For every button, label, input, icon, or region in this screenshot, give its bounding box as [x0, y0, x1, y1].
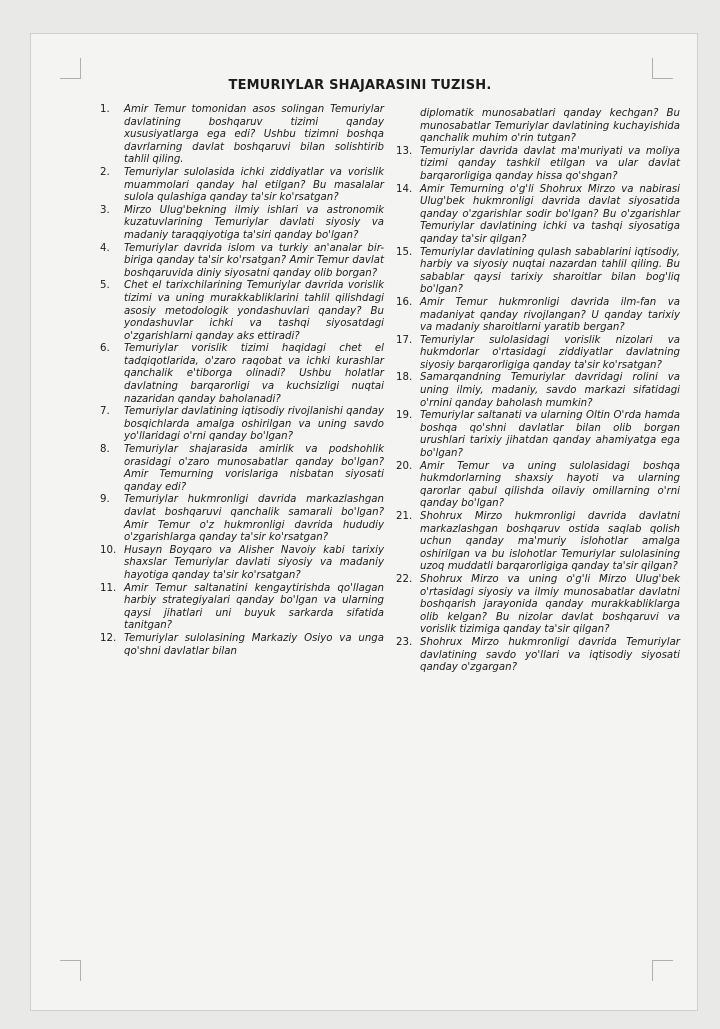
question-item [100, 104, 384, 167]
question-text: Temuriylar davrida davlat ma'muriyati va moliya tizimi qanday tashkil etilgan va ular davlat barqarorligiga qanday hissa qo'shgan? [420, 145, 680, 182]
question-text: Temuriylar saltanati va ularning Oltin O'rda hamda boshqa qo'shni davlatlar bilan olib borgan urushlari tarixiy jihatdan qanday ahamiyatga ega bo'lgan? [420, 410, 680, 460]
question-text: Temuriylar sulolasining Markaziy Osiyo va unga qo'shni davlatlar bilan [124, 632, 384, 657]
question-text: Shohrux Mirzo hukmronligi davrida Temuriylar davlatining savdo yo'llari va iqtisodiy siyosati qanday o'zgargan? [420, 636, 680, 674]
crop-mark-top-left [60, 58, 81, 79]
question-number: 15. [396, 246, 413, 258]
crop-mark-bottom-left [60, 960, 81, 981]
question-item [100, 494, 384, 544]
question-number: 21. [396, 511, 413, 522]
crop-mark-bottom-right [652, 960, 673, 981]
question-number: 13. [396, 145, 413, 157]
question-text: Temuriylar davlatining iqtisodiy rivojlanishi qanday bosqichlarda amalga oshirilgan va uning savdo yo'llaridagi o'rni qanday bo'lgan? [124, 406, 384, 443]
question-item [100, 632, 384, 658]
question-text: Temuriylar davrida islom va turkiy an'analar bir-biriga qanday ta'sir ko'rsatgan? Amir Temur davlat boshqaruvida diniy siyosatni qanday olib borgan? [124, 242, 384, 279]
question-item [396, 296, 680, 335]
question-text: Mirzo Ulug'bekning ilmiy ishlari va astronomik kuzatuvlarining Temuriylar davlati siyosiy va madaniy taraqqiyotiga ta'siri qanday bo'lgan? [124, 204, 384, 241]
question-number: 17. [396, 334, 413, 346]
question-number: 11. [100, 582, 117, 594]
question-text: Temuriylar shajarasida amirlik va podshohlik orasidagi o'zaro munosabatlar qanday bo'lgan? Amir Temurning vorislariga nisbatan siyosati qanday edi? [124, 444, 384, 493]
question-number: 23. [396, 636, 413, 648]
question-number: 19. [396, 410, 413, 422]
right-column [396, 108, 680, 675]
question-text: diplomatik munosabatlari qanday kechgan? Bu munosabatlar Temuriylar davlatining kuchayishida qanchalik muhim o'rin tutgan? [420, 108, 680, 145]
question-number: 1. [100, 104, 110, 115]
question-text: Shohrux Mirzo va uning o'g'li Mirzo Ulug'bek o'rtasidagi siyosiy va ilmiy munosabatlar davlatni boshqarish jarayonida qanday murakkabliklarga olib kelgan? Bu nizolar davlat boshqaruvi va vorislik tizimiga qanday ta'sir qilgan? [420, 573, 680, 636]
question-text: Amir Temur hukmronligi davrida ilm-fan va madaniyat qanday rivojlangan? U qanday tarixiy va madaniy sharoitlarni yaratib bergan? [420, 296, 680, 334]
question-number: 6. [100, 343, 110, 355]
question-item [100, 582, 384, 633]
question-item [396, 460, 680, 511]
question-item [100, 544, 384, 583]
question-item [396, 334, 680, 373]
question-number: 5. [100, 280, 110, 292]
question-item [396, 410, 680, 460]
question-item [100, 343, 384, 406]
question-continuation [400, 108, 680, 146]
question-text: Amir Temurning o'g'li Shohrux Mirzo va nabirasi Ulug'bek hukmronligi davrida davlat siyosatida qanday o'zgarishlar sodir bo'lgan? Bu o'zgarishlar Temuriylar davlatining ichki va tashqi siyosatiga qanday ta'sir qilgan? [420, 183, 680, 245]
question-number: 18. [396, 372, 413, 384]
question-item [396, 511, 680, 574]
question-number: 8. [100, 444, 110, 456]
question-item [100, 406, 384, 444]
question-item [396, 183, 680, 247]
question-number: 16. [396, 296, 413, 308]
question-number: 2. [100, 166, 110, 178]
question-item [396, 636, 680, 675]
question-text: Temuriylar hukmronligi davrida markazlashgan davlat boshqaruvi qanchalik samarali bo'lgan? Amir Temur o'z hukmronligi davrida hududiy o'zgarishlarga qanday ta'sir ko'rsatgan? [124, 494, 384, 544]
question-text: Amir Temur va uning sulolasidagi boshqa hukmdorlarning shaxsiy hayoti va ularning qarorlar qabul qilishda oilaviy omillarning o'rni qanday bo'lgan? [420, 460, 680, 510]
question-text: Temuriylar davlatining qulash sabablarini iqtisodiy, harbiy va siyosiy nuqtai nazardan tahlil qiling. Bu sabablar qaysi tarixiy sharoitlar bilan bog'liq bo'lgan? [420, 246, 680, 296]
question-number: 12. [100, 632, 117, 644]
crop-mark-top-right [652, 58, 673, 79]
page-title: TEMURIYLAR SHAJARASINI TUZISH. [228, 78, 492, 93]
question-number: 22. [396, 573, 413, 585]
question-item [396, 372, 680, 410]
question-number: 14. [396, 183, 413, 195]
question-text: Amir Temur saltanatini kengaytirishda qo'llagan harbiy strategiyalari qanday bo'lgan va ularning qaysi jihatlari uni buyuk sarkarda sifatida tanitgan? [124, 582, 384, 632]
question-text: Temuriylar sulolasida ichki ziddiyatlar va vorislik muammolari qanday hal etilgan? Bu masalalar sulola qulashiga qanday ta'sir ko'rsatgan? [124, 166, 384, 204]
question-number: 7. [100, 406, 110, 418]
question-item [100, 166, 384, 205]
question-text: Husayn Boyqaro va Alisher Navoiy kabi tarixiy shaxslar Temuriylar davlati siyosiy va madaniy hayotiga qanday ta'sir ko'rsatgan? [124, 544, 384, 581]
question-item [396, 246, 680, 297]
question-text: Chet el tarixchilarining Temuriylar davrida vorislik tizimi va uning murakkabliklarini tahlil qilishdagi asosiy metodologik yondashuvlari qanday? Bu yondashuvlar ichki va tashqi siyosatdagi o'zgarishlarni qanday aks ettiradi? [124, 280, 384, 342]
question-text: Amir Temur tomonidan asos solingan Temuriylar davlatining boshqaruv tizimi qanday xususiyatlarga ega edi? Ushbu tizimni boshqa davrlarning davlat boshqaruvi bilan solishtirib tahlil qiling. [124, 104, 384, 166]
left-column [100, 104, 384, 658]
question-item [100, 242, 384, 281]
question-number: 3. [100, 204, 110, 216]
question-text: Shohrux Mirzo hukmronligi davrida davlatni markazlashgan boshqaruv ostida saqlab qolish uchun qanday ma'muriy islohotlar amalga oshirilgan va bu islohotlar Temuriylar sulolasining uzoq muddatli barqarorligiga qanday ta'sir qilgan? [420, 511, 680, 573]
question-item [100, 444, 384, 494]
question-number: 10. [100, 544, 117, 556]
question-number: 20. [396, 460, 413, 472]
question-text: Samarqandning Temuriylar davridagi rolini va uning ilmiy, madaniy, savdo markazi sifatidagi o'rnini qanday baholash mumkin? [420, 372, 680, 409]
question-item [100, 280, 384, 343]
question-text: Temuriylar sulolasidagi vorislik nizolari va hukmdorlar o'rtasidagi ziddiyatlar davlatning siyosiy barqarorligiga qanday ta'sir ko'rsatgan? [420, 334, 680, 371]
question-item [396, 573, 680, 637]
question-item [396, 145, 680, 184]
question-number: 4. [100, 242, 110, 254]
question-item [100, 204, 384, 243]
question-number: 9. [100, 494, 110, 506]
question-text: Temuriylar vorislik tizimi haqidagi chet el tadqiqotlarida, o'zaro raqobat va ichki kurashlar qanchalik e'tiborga olinadi? Ushbu holatlar davlatning barqarorligi va kuchsizligi nuqtai nazaridan qanday baholanadi? [124, 343, 384, 405]
